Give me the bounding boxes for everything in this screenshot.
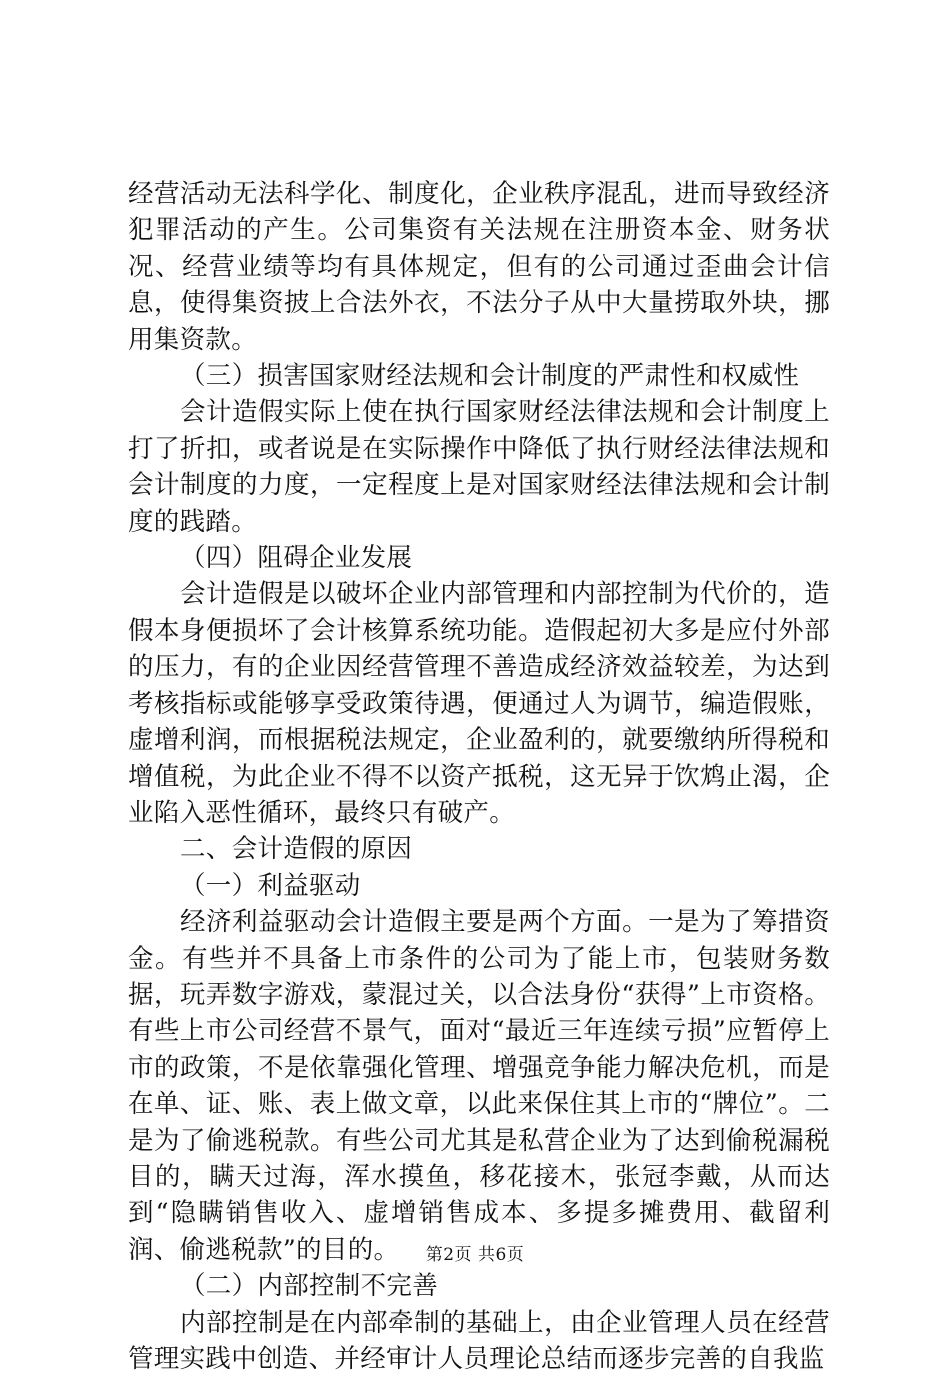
section-heading-4: （四）阻碍企业发展: [180, 543, 413, 574]
paragraph: 经济利益驱动会计造假主要是两个方面。一是为了筹措资金。有些并不具备上市条件的公司为了能上市，包装财务数据，玩弄数字游戏，蒙混过关，以合法身份“获得”上市资格。有些上市公司经营不景气，面对“最近三年连续亏损”应暂停上市的政策，不是依靠强化管理、增强竞争能力解决危机，而是在单、证、账、表上做文章，以此来保住其上市的“牌位”。二是为了偷逃税款。有些公司尤其是私营企业为了达到偷税漏税目的，瞒天过海，浑水摸鱼，移花接木，张冠李戴，从而达到“隐瞒销售收入、虚增销售成本、多提多摊费用、截留利润、偷逃税款”的目的。: [128, 907, 830, 1265]
paragraph: 会计造假实际上使在执行国家财经法律法规和会计制度上打了折扣，或者说是在实际操作中降低了执行财经法律法规和会计制度的力度，一定程度上是对国家财经法律法规和会计制度的践踏。: [128, 397, 830, 537]
paragraph-continuation: 经营活动无法科学化、制度化，企业秩序混乱，进而导致经济犯罪活动的产生。公司集资有关法规在注册资本金、财务状况、经营业绩等均有具体规定，但有的公司通过歪曲会计信息，使得集资披上合法外衣，不法分子从中大量捞取外块，挪用集资款。: [128, 179, 830, 355]
document-body: [128, 176, 830, 1377]
paragraph: 会计造假是以破坏企业内部管理和内部控制为代价的，造假本身便损坏了会计核算系统功能。造假起初大多是应付外部的压力，有的企业因经营管理不善造成经济效益较差，为达到考核指标或能够享受政策待遇，便通过人为调节，编造假账，虚增利润，而根据税法规定，企业盈利的，就要缴纳所得税和增值税，为此企业不得不以资产抵税，这无异于饮鸩止渴，企业陷入恶性循环，最终只有破产。: [128, 579, 830, 828]
chapter-heading: 二、会计造假的原因: [180, 834, 413, 865]
section-heading-1: （一）利益驱动: [180, 870, 361, 901]
section-heading-2: （二）内部控制不完善: [180, 1271, 439, 1302]
paragraph: 内部控制是在内部牵制的基础上，由企业管理人员在经营管理实践中创造、并经审计人员理论总结而逐步完善的自我监: [128, 1307, 830, 1374]
page-number-footer: 第2页 共6页: [425, 1245, 525, 1265]
section-heading-3: （三）损害国家财经法规和会计制度的严肃性和权威性: [180, 361, 800, 392]
